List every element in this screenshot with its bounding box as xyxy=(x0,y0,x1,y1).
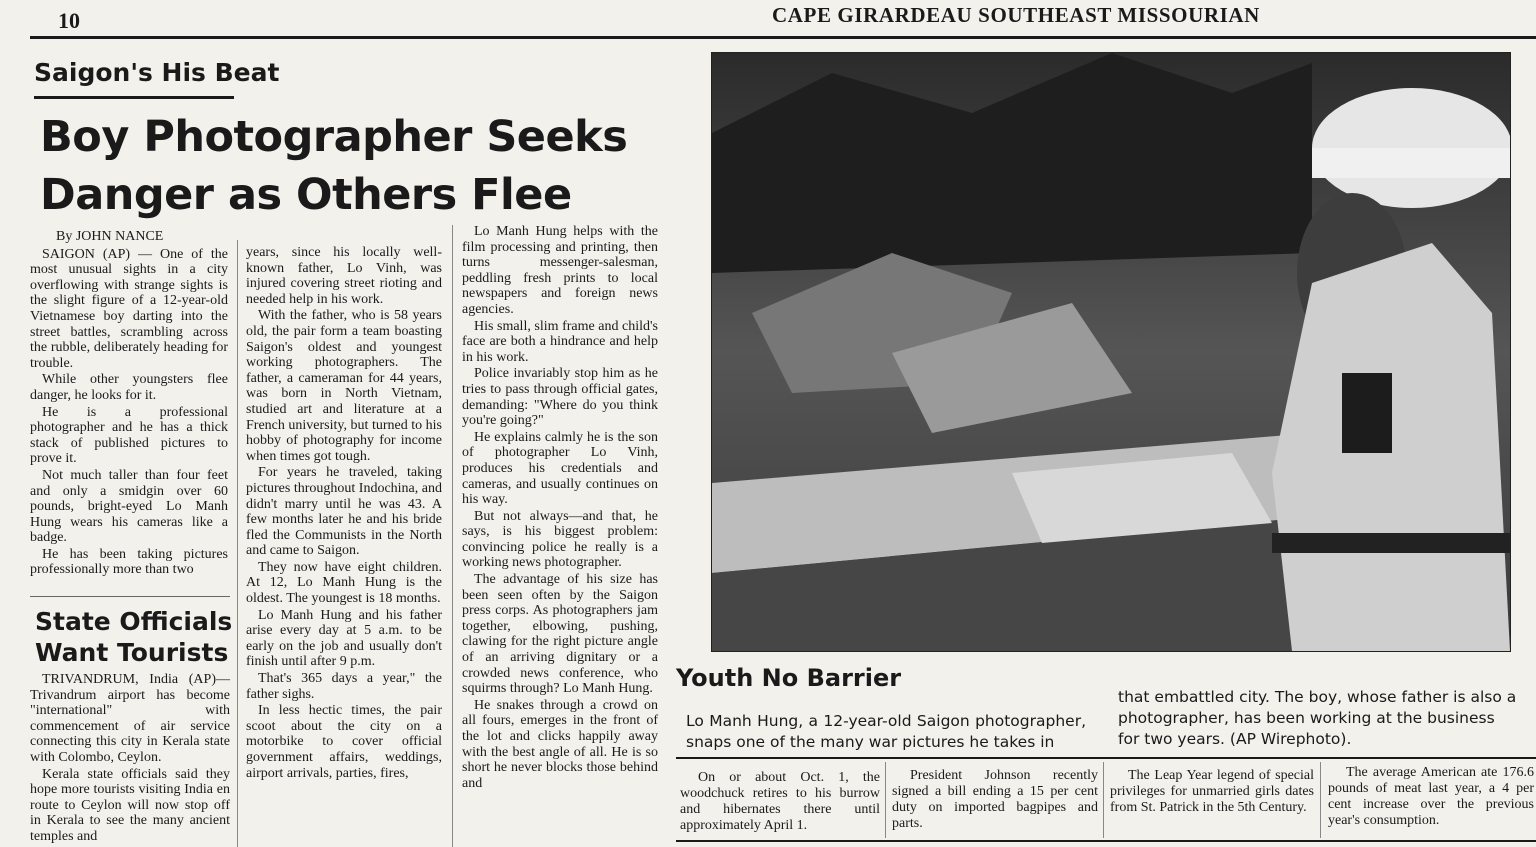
paragraph: Police invariably stop him as he tries to pass through official gates, demanding: "Where do you think you're going?" xyxy=(462,366,658,429)
paragraph: In less hectic times, the pair scoot about the city on a motorbike to cover official government affairs, weddings, airport arrivals, parties, fires, xyxy=(246,703,442,781)
kicker-underline xyxy=(34,96,234,99)
filler-item xyxy=(1328,765,1534,829)
filler-text: The Leap Year legend of special privileges for unmarried girls dates from St. Patrick in the 5th Century. xyxy=(1110,768,1314,815)
story-column-2 xyxy=(246,245,442,782)
paragraph: Lo Manh Hung and his father arise every day at 5 a.m. to be early on the job and usually don't finish until after 9 p.m. xyxy=(246,607,442,670)
paragraph: He snakes through a crowd on all fours, emerges in the front of the lot and clicks happily away with the best angle of all. He is so short he never blocks those behind and xyxy=(462,697,658,791)
paragraph: He is a professional photographer and he has a thick stack of published pictures to prove it. xyxy=(30,404,228,467)
paragraph: With the father, who is 58 years old, the pair form a team boasting Saigon's oldest and youngest working photographers. The father, a cameraman for 44 years, was born in North Vietnam, studied art and literature at a French university, but turned to his hobby of photography for income when times got tough. xyxy=(246,308,442,464)
byline: By JOHN NANCE xyxy=(56,229,164,244)
headline-line-1: Boy Photographer Seeks xyxy=(40,112,628,162)
story-kicker: Saigon's His Beat xyxy=(34,58,280,87)
filler-item xyxy=(892,768,1098,832)
headline-line-2: Danger as Others Flee xyxy=(40,170,572,220)
story-column-1 xyxy=(30,229,228,579)
paragraph: TRIVANDRUM, India (AP)—Trivandrum airport has become "international" with commencement of air service connecting this city in Kerala state with Colombo, Ceylon. xyxy=(30,672,230,765)
page-number: 10 xyxy=(58,8,80,33)
filler-text: The average American ate 176.6 pounds of meat last year, a 4 per cent increase over the previous year's consumption. xyxy=(1328,765,1534,828)
paragraph: For years he traveled, taking pictures throughout Indochina, and didn't marry until he was 43. A few months later he and his bride fled the Communists in the North and came to Saigon. xyxy=(246,465,442,559)
paragraph: years, since his locally well-known father, Lo Vinh, was injured covering street rioting and needed help in his work. xyxy=(246,245,442,307)
paragraph: They now have eight children. At 12, Lo Manh Hung is the oldest. The youngest is 18 months. xyxy=(246,559,442,607)
story-headline xyxy=(40,108,627,224)
paragraph: But not always—and that, he says, is his biggest problem: convincing police he really is a working news photographer. xyxy=(462,508,658,571)
filler-item xyxy=(680,770,880,834)
filler-bottom-rule xyxy=(676,840,1536,842)
paragraph: Not much taller than four feet and only a smidgin over 60 pounds, bright-eyed Lo Manh Hung wears his cameras like a badge. xyxy=(30,467,228,546)
photo-caption-part-2: that embattled city. The boy, whose father is also a photographer, has been working at the business for two years. (AP Wirephoto). xyxy=(1118,688,1517,748)
caption-headline: Youth No Barrier xyxy=(676,664,902,692)
paragraph: Lo Manh Hung helps with the film processing and printing, then turns messenger-salesman, peddling fresh prints to local newspapers and foreign news agencies. xyxy=(462,224,658,317)
paragraph: SAIGON (AP) — One of the most unusual sights in a city overflowing with strange sights is the slight figure of a 12-year-old Vietnamese boy darting into the street battles, scrambling across the rubble, deliberately heading for trouble. xyxy=(30,246,228,371)
headline-line-1: State Officials xyxy=(35,607,233,636)
filler-item xyxy=(1110,768,1314,816)
masthead: CAPE GIRARDEAU SOUTHEAST MISSOURIAN xyxy=(772,3,1260,27)
paragraph: His small, slim frame and child's face are both a hindrance and help in his work. xyxy=(462,318,658,365)
paragraph: He explains calmly he is the son of photographer Lo Vinh, produces his credentials and cameras, and usually continues on his way. xyxy=(462,429,658,508)
photo-illustration xyxy=(712,53,1510,651)
paragraph: Kerala state officials said they hope more tourists visiting India en route to Ceylon will now stop off in Kerala to see the many ancient temples and xyxy=(30,766,230,844)
photo-caption-part-1: Lo Manh Hung, a 12-year-old Saigon photographer, snaps one of the many war pictures he takes in xyxy=(686,712,1086,751)
news-photo xyxy=(711,52,1511,652)
second-story-headline xyxy=(35,606,232,668)
column-rule xyxy=(885,762,886,838)
column-rule xyxy=(237,240,238,847)
headline-line-2: Want Tourists xyxy=(35,638,229,667)
column-rule xyxy=(452,225,453,847)
top-rule xyxy=(30,36,1536,39)
story-column-3 xyxy=(462,224,658,792)
filler-text: President Johnson recently signed a bill ending a 15 per cent duty on imported bagpipes and parts. xyxy=(892,768,1098,831)
column-rule xyxy=(1320,762,1321,838)
column-rule xyxy=(1103,762,1104,838)
paragraph: He has been taking pictures professionally more than two xyxy=(30,546,228,578)
filler-top-rule xyxy=(676,757,1536,759)
second-story-column xyxy=(30,672,230,846)
paragraph: That's 365 days a year," the father sighs. xyxy=(246,671,442,702)
paragraph: The advantage of his size has been seen often by the Saigon press corps. As photographers jam together, elbowing, pushing, clawing for the right picture angle of an arriving dignitary or a crowded news conference, who squirms through? Lo Manh Hung. xyxy=(462,572,658,697)
story-separator xyxy=(30,596,230,597)
filler-text: On or about Oct. 1, the woodchuck retires to his burrow and hibernates there until approximately April 1. xyxy=(680,770,880,833)
paragraph: While other youngsters flee danger, he looks for it. xyxy=(30,372,228,403)
